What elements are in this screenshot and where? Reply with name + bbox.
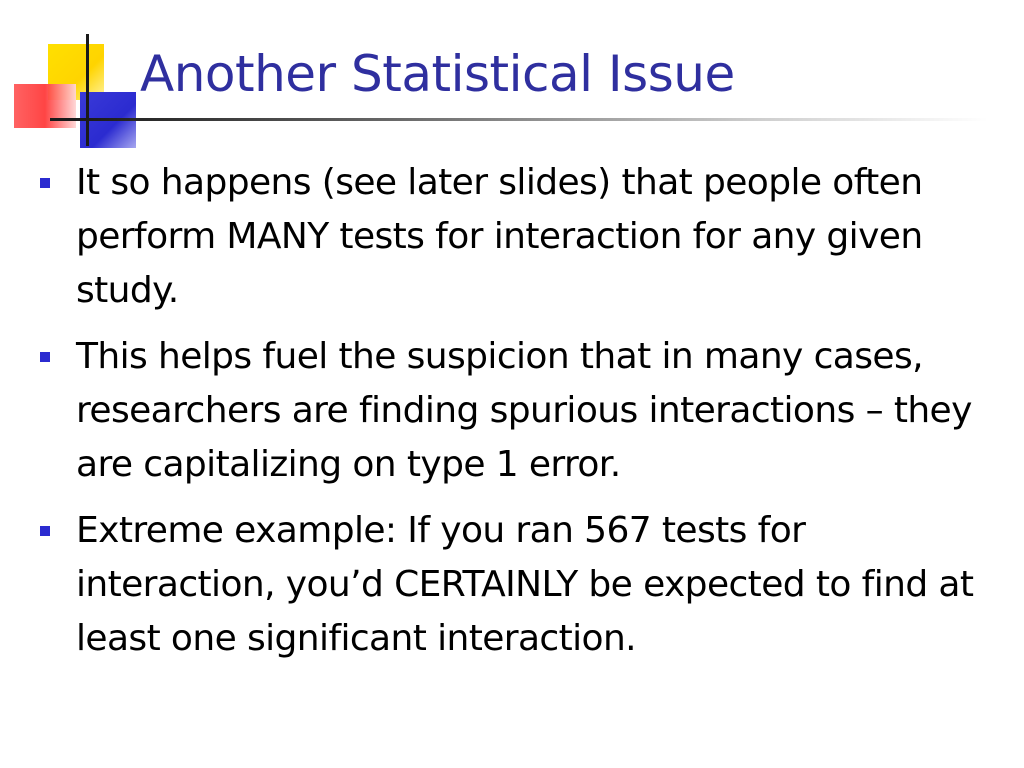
square-bullet-icon — [40, 178, 50, 188]
bullet-text: Extreme example: If you ran 567 tests for interaction, you’d CERTAINLY be expected to find at least one significant interaction. — [76, 510, 974, 659]
corner-logo-icon — [0, 0, 160, 160]
square-bullet-icon — [40, 526, 50, 536]
vertical-crosshair-line — [86, 34, 89, 146]
bullet-list — [36, 156, 996, 678]
red-square-shape — [14, 84, 76, 128]
bullet-item — [36, 156, 996, 318]
bullet-text: It so happens (see later slides) that people often perform MANY tests for interaction for any given study. — [76, 162, 923, 311]
title-underline — [88, 118, 988, 121]
bullet-item — [36, 504, 996, 666]
bullet-text: This helps fuel the suspicion that in many cases, researchers are finding spurious interactions – they are capitalizing on type 1 error. — [76, 336, 972, 485]
square-bullet-icon — [40, 352, 50, 362]
slide-title: Another Statistical Issue — [140, 45, 735, 103]
bullet-item — [36, 330, 996, 492]
